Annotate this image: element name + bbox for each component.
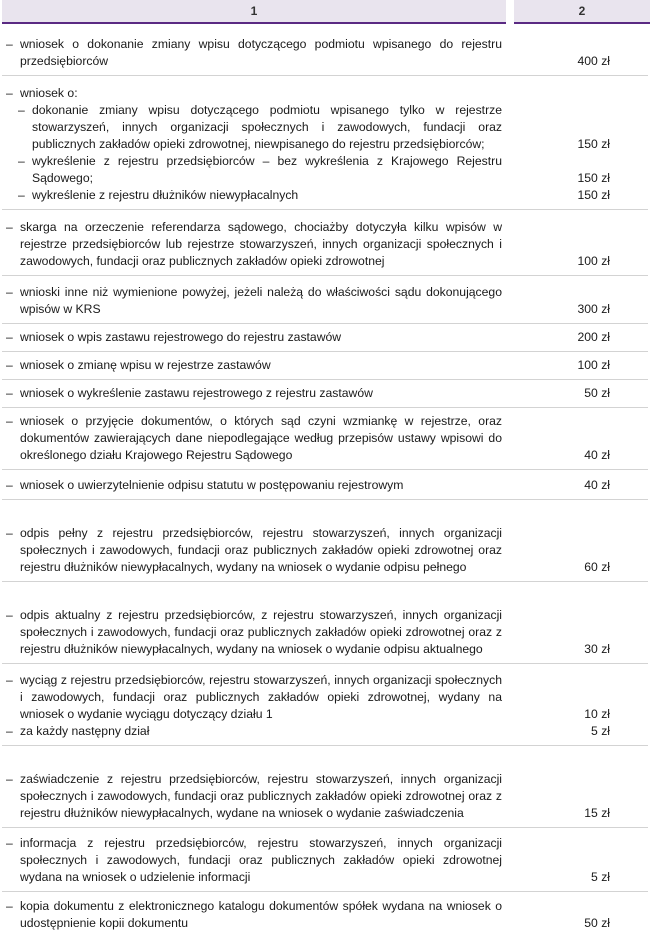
table-row <box>0 500 650 582</box>
list-item <box>6 771 502 822</box>
item-text: skarga na orzeczenie referendarza sądowego, chociażby dotyczyła kilku wpisów w rejestrze przedsiębiorców lub rejestrze stowarzyszeń, innych organizacji społecznych i zawodowych, fundacji oraz publicznych zakładów opieki zdrowotnej <box>20 220 502 268</box>
dash-bullet: – <box>18 154 25 168</box>
fee-value: 15 zł <box>584 806 610 820</box>
dash-bullet: – <box>6 526 13 540</box>
fee-description <box>0 893 508 938</box>
fee-value: 5 zł <box>591 724 610 738</box>
list-item <box>6 477 502 494</box>
table-row <box>0 892 650 938</box>
list-item <box>6 413 502 464</box>
fee-amount <box>508 324 650 352</box>
fee-value: 300 zł <box>577 302 610 316</box>
dash-bullet: – <box>6 220 13 234</box>
fee-value: 10 zł <box>584 707 610 721</box>
fee-value: 150 zł <box>577 188 610 202</box>
fee-description <box>0 766 508 828</box>
item-text: informacja z rejestru przedsiębiorców, rejestru stowarzyszeń, innych organizacji społecznych i zawodowych, fundacji oraz publicznych zakładów opieki zdrowotnej wydana na wniosek o udzielenie informacji <box>20 836 502 884</box>
fee-value: 40 zł <box>584 448 610 462</box>
item-text: wnioski inne niż wymienione powyżej, jeżeli należą do właściwości sądu dokonującego wpisów w KRS <box>20 285 502 316</box>
table-row <box>0 408 650 470</box>
table-row <box>0 352 650 380</box>
list-item <box>6 835 502 886</box>
fee-amount <box>508 352 650 380</box>
table-row <box>0 24 650 76</box>
list-item <box>6 672 502 723</box>
item-text: wykreślenie z rejestru przedsiębiorców – bez wykreślenia z Krajowego Rejestru Sądowego; <box>32 154 502 185</box>
sub-item <box>6 102 502 153</box>
list-item <box>6 219 502 270</box>
fee-description <box>0 80 508 210</box>
fee-description <box>0 380 508 408</box>
fee-value: 150 zł <box>577 171 610 185</box>
item-text: za każdy następny dział <box>20 724 150 738</box>
fee-value: 400 zł <box>577 54 610 68</box>
item-text: wniosek o dokonanie zmiany wpisu dotyczącego podmiotu wpisanego do rejestru przedsiębiorców <box>20 37 502 68</box>
fee-value: 100 zł <box>577 358 610 372</box>
fee-amount <box>508 76 650 210</box>
dash-bullet: – <box>6 330 13 344</box>
fee-description <box>0 279 508 324</box>
fee-description <box>0 830 508 892</box>
dash-bullet: – <box>18 188 25 202</box>
dash-bullet: – <box>6 724 13 738</box>
fee-description <box>0 324 508 352</box>
item-text: odpis aktualny z rejestru przedsiębiorców, z rejestru stowarzyszeń, innych organizacji społecznych i zawodowych, fundacji oraz publicznych zakładów opieki zdrowotnej oraz z rejestru dłużników niewypłacalnych, wydany na wniosek o wydanie odpisu aktualnego <box>20 608 502 656</box>
table-row <box>0 746 650 828</box>
item-text: wniosek o uwierzytelnienie odpisu statutu w postępowaniu rejestrowym <box>20 478 404 492</box>
table-body <box>0 24 650 938</box>
dash-bullet: – <box>6 37 13 51</box>
dash-bullet: – <box>6 772 13 786</box>
column-header-2: 2 <box>514 0 650 24</box>
item-text: wniosek o zmianę wpisu w rejestrze zastawów <box>20 358 271 372</box>
table-row <box>0 210 650 276</box>
item-text: wniosek o wpis zastawu rejestrowego do rejestru zastawów <box>20 330 342 344</box>
table-row <box>0 470 650 500</box>
item-text: kopia dokumentu z elektronicznego katalogu dokumentów spółek wydana na wniosek o udostępnienie kopii dokumentu <box>20 899 502 930</box>
item-text: odpis pełny z rejestru przedsiębiorców, rejestru stowarzyszeń, innych organizacji społecznych i zawodowych, fundacji oraz publicznych zakładów opieki zdrowotnej oraz rejestru dłużników niewypłacalnych, wydany na wniosek o wydanie odpisu pełnego <box>20 526 502 574</box>
dash-bullet: – <box>6 608 13 622</box>
dash-bullet: – <box>6 673 13 687</box>
list-item <box>6 357 502 374</box>
list-item <box>6 385 502 402</box>
fee-description <box>0 408 508 470</box>
fee-value: 40 zł <box>584 478 610 492</box>
list-item <box>6 284 502 318</box>
dash-bullet: – <box>6 836 13 850</box>
fee-amount <box>508 248 650 276</box>
fee-description <box>0 352 508 380</box>
table-row <box>0 664 650 746</box>
dash-bullet: – <box>6 478 13 492</box>
column-header-1: 1 <box>2 0 506 24</box>
fee-amount <box>508 800 650 828</box>
item-text: wyciąg z rejestru przedsiębiorców, rejestru stowarzyszeń, innych organizacji społecznych i zawodowych, fundacji oraz publicznych zakładów opieki zdrowotnej, wydany na wniosek o wydanie wyciągu dotyczący działu 1 <box>20 673 502 721</box>
dash-bullet: – <box>6 899 13 913</box>
list-item <box>6 898 502 932</box>
table-row <box>0 76 650 210</box>
fee-amount <box>508 554 650 582</box>
item-text: dokonanie zmiany wpisu dotyczącego podmiotu wpisanego tylko w rejestrze stowarzyszeń, innych organizacji społecznych i zawodowych, fundacji oraz publicznych zakładów opieki zdrowotnej, niewpisanego do rejestru przedsiębiorców; <box>32 103 502 151</box>
fee-value: 50 zł <box>584 916 610 930</box>
item-text: wniosek o przyjęcie dokumentów, o których sąd czyni wzmiankę w rejestrze, oraz dokumentów zawierających dane niepodlegające według przepisów ustawy wpisowi do określonego działu Krajowego Rejestru Sądowego <box>20 414 502 462</box>
fee-amount <box>508 296 650 324</box>
fee-amount <box>508 472 650 500</box>
fee-value: 60 zł <box>584 560 610 574</box>
fee-description <box>0 602 508 664</box>
table-row <box>0 582 650 664</box>
list-item <box>6 607 502 658</box>
fee-amount <box>508 701 650 746</box>
item-text: wykreślenie z rejestru dłużników niewypłacalnych <box>32 188 299 202</box>
fee-value: 150 zł <box>577 137 610 151</box>
dash-bullet: – <box>6 285 13 299</box>
fee-value: 30 zł <box>584 642 610 656</box>
table-header <box>0 0 650 24</box>
item-text: zaświadczenie z rejestru przedsiębiorców, rejestru stowarzyszeń, innych organizacji społecznych i zawodowych, fundacji oraz publicznych zakładów opieki zdrowotnej oraz z rejestru dłużników niewypłacalnych, wydane na wniosek o wydanie zaświadczenia <box>20 772 502 820</box>
table-row <box>0 380 650 408</box>
list-item <box>6 723 502 740</box>
fee-amount <box>508 636 650 664</box>
fee-value: 50 zł <box>584 386 610 400</box>
fee-description <box>0 667 508 746</box>
table-row <box>0 324 650 352</box>
fee-amount <box>508 864 650 892</box>
table-row <box>0 828 650 892</box>
list-item <box>6 329 502 346</box>
dash-bullet: – <box>6 86 13 100</box>
fee-amount <box>508 48 650 76</box>
fee-description <box>0 214 508 276</box>
fee-amount <box>508 380 650 408</box>
list-item <box>6 36 502 70</box>
fee-description <box>0 472 508 500</box>
fee-description <box>0 31 508 76</box>
sub-item <box>6 187 502 204</box>
item-text: wniosek o wykreślenie zastawu rejestrowego z rejestru zastawów <box>20 386 373 400</box>
sub-item <box>6 153 502 187</box>
fee-value: 5 zł <box>591 870 610 884</box>
dash-bullet: – <box>6 386 13 400</box>
dash-bullet: – <box>6 358 13 372</box>
fee-description <box>0 520 508 582</box>
dash-bullet: – <box>18 103 25 117</box>
item-text: wniosek o: <box>20 86 78 100</box>
list-item <box>6 525 502 576</box>
list-item <box>6 85 502 102</box>
fee-amount <box>508 910 650 938</box>
fee-value: 200 zł <box>577 330 610 344</box>
dash-bullet: – <box>6 414 13 428</box>
fee-amount <box>508 442 650 470</box>
table-row <box>0 276 650 324</box>
fee-value: 100 zł <box>577 254 610 268</box>
